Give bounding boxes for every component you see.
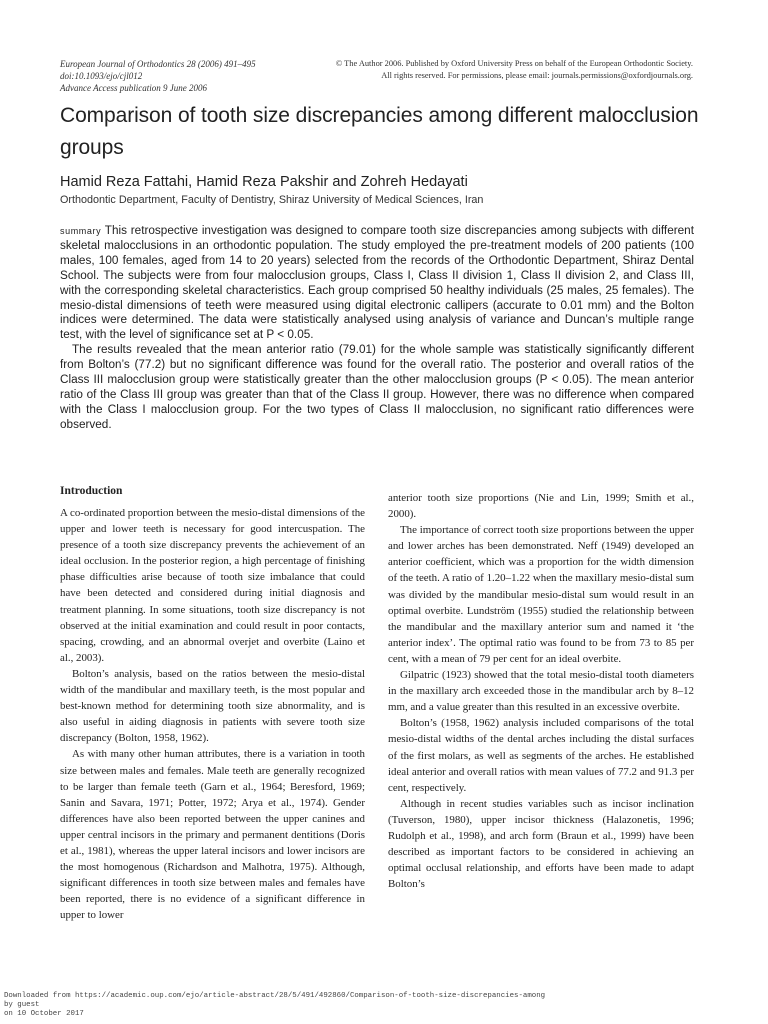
summary-label: summary — [60, 226, 102, 236]
body-paragraph: anterior tooth size proportions (Nie and Lin, 1999; Smith et al., 2000). — [388, 492, 694, 521]
body-paragraph: The importance of correct tooth size proportions between the upper and lower arches has been demonstrated. Neff (1949) developed an anterior coefficient, which was a proportion for the width dimension of the teeth. A ratio of 1.20–1.22 when the maxillary mesio-distal sum was divided by the mandibular mesio-distal sum would result in an optimal overbite. Lundström (1955) studied the relationship between the mandibular and the maxillary anterior sum and named it ‘the anterior index’. The optimal ratio was found to be from 73 to 85 per cent, with a mean of 79 per cent for an ideal overbite. — [388, 524, 694, 665]
journal-citation — [60, 58, 360, 94]
article-title: Comparison of tooth size discrepancies among different malocclusion groups — [60, 104, 699, 159]
body-paragraph: Bolton’s (1958, 1962) analysis included comparisons of the total mesio-distal widths of the dental arches including the distal surfaces of the first molars, as well as segments of the arches. He established ideal anterior and overall ratios with mean values of 77.2 and 91.3 per cent, respectively. — [388, 717, 694, 794]
body-paragraph: Although in recent studies variables such as incisor inclination (Tuverson, 1980), upper incisor thickness (Halazonetis, 1996; Rudolph et al., 1998), and arch form (Braun et al., 1999) have been described as important factors to be considered in achieving an optimal occlusal relationship, and efforts have been made to adapt Bolton’s — [388, 797, 694, 891]
copyright-line: © The Author 2006. Published by Oxford University Press on behalf of the European Orthodontic Society. — [335, 59, 693, 68]
abstract-text-1: This retrospective investigation was designed to compare tooth size discrepancies among subjects with different skeletal malocclusions in an orthodontic population. The study employed the pre-treatment models of 200 patients (100 males, 100 females, aged from 14 to 20 years) selected from the records of the Orthodontic Department, Shiraz Dental School. The subjects were from four malocclusion groups, Class I, Class II division 1, Class II division 2, and Class III, with the corresponding skeletal characteristics. Each group comprised 50 healthy individuals (25 males, 25 females). The mesio-distal dimensions of teeth were measured using digital electronic callipers (accurate to 0.01 mm) and the Bolton indices were determined. The data were statistically analysed using analysis of variance and Duncan’s multiple range test, with the level of significance set at P < 0.05. — [60, 224, 694, 342]
download-date-line: on 10 October 2017 — [4, 1010, 84, 1018]
journal-line: European Journal of Orthodontics 28 (2006) 491–495 — [60, 59, 256, 69]
section-heading-introduction: Introduction — [60, 485, 123, 497]
body-paragraph: Bolton’s analysis, based on the ratios between the mesio-distal width of the mandibular and maxillary teeth, is the most popular and best-known method for determining tooth size abnormality, and is also useful in aiding diagnosis in patients with severe tooth size discrepancy (Bolton, 1958, 1962). — [60, 667, 365, 745]
copyright-notice — [330, 58, 693, 82]
body-paragraph: Gilpatric (1923) showed that the total mesio-distal tooth diameters in the maxillary arch exceeded those in the mandibular arch by 8–12 mm, and a value greater than this resulted in an excessive overbite. — [388, 669, 694, 714]
article-authors: Hamid Reza Fattahi, Hamid Reza Pakshir and Zohreh Hedayati — [60, 174, 468, 190]
abstract-paragraph-1 — [60, 224, 694, 343]
download-user-line: by guest — [4, 1001, 40, 1009]
abstract — [60, 224, 694, 433]
body-paragraph: A co-ordinated proportion between the mesio-distal dimensions of the upper and lower teeth is necessary for good intercuspation. The presence of a tooth size discrepancy prevents the achievement of an ideal occlusion. In the posterior region, a high percentage of finishing phase difficulties arise because of tooth size imbalance that could have been detected and considered during initial diagnosis and treatment planning. In some situations, tooth size discrepancy is not observed at the initial examination and could result in poor contacts, spacing, crowding, and an abnormal overjet and overbite (Laino et al., 2003). — [60, 507, 365, 664]
publication-date-line: Advance Access publication 9 June 2006 — [60, 83, 208, 93]
body-column-left — [60, 505, 365, 923]
permissions-line: All rights reserved. For permissions, please email: journals.permissions@oxfordjournals.org. — [381, 71, 693, 80]
doi-line: doi:10.1093/ejo/cjl012 — [60, 71, 143, 81]
body-paragraph: As with many other human attributes, there is a variation in tooth size between males and females. Male teeth are generally recognized to be larger than female teeth (Garn et al., 1964; Beresford, 1969; Sanin and Savara, 1971; Potter, 1972; Arya et al., 1974). Gender differences have also been reported between the upper canines and upper central incisors in the primary and permanent dentitions (Doris et al., 1981), whereas the upper lateral incisors and lower incisors are the most homogenous (Richardson and Malhotra, 1975). Although, significant differences in tooth size between males and females have been reported, there is no evidence of a significant difference in upper to lower — [60, 748, 365, 922]
author-affiliation: Orthodontic Department, Faculty of Dentistry, Shiraz University of Medical Sciences, Iran — [60, 194, 484, 206]
abstract-paragraph-2: The results revealed that the mean anterior ratio (79.01) for the whole sample was statistically significantly different from Bolton’s (77.2) but no significant difference was found for the overall ratio. The posterior and overall ratios of the Class III malocclusion group were statistically greater than the other malocclusion groups (P < 0.05). The mean anterior ratio of the Class III group was greater than that of the Class II group. However, there was no difference when compared with the Class I malocclusion group. For the two types of Class II malocclusion, no significant ratio differences were observed. — [60, 343, 694, 431]
download-url-line: Downloaded from https://academic.oup.com/ejo/article-abstract/28/5/491/492860/Comparison-of-tooth-size-discrepancies-among — [4, 992, 546, 1000]
body-column-right — [388, 490, 694, 892]
download-footer — [4, 992, 644, 1019]
